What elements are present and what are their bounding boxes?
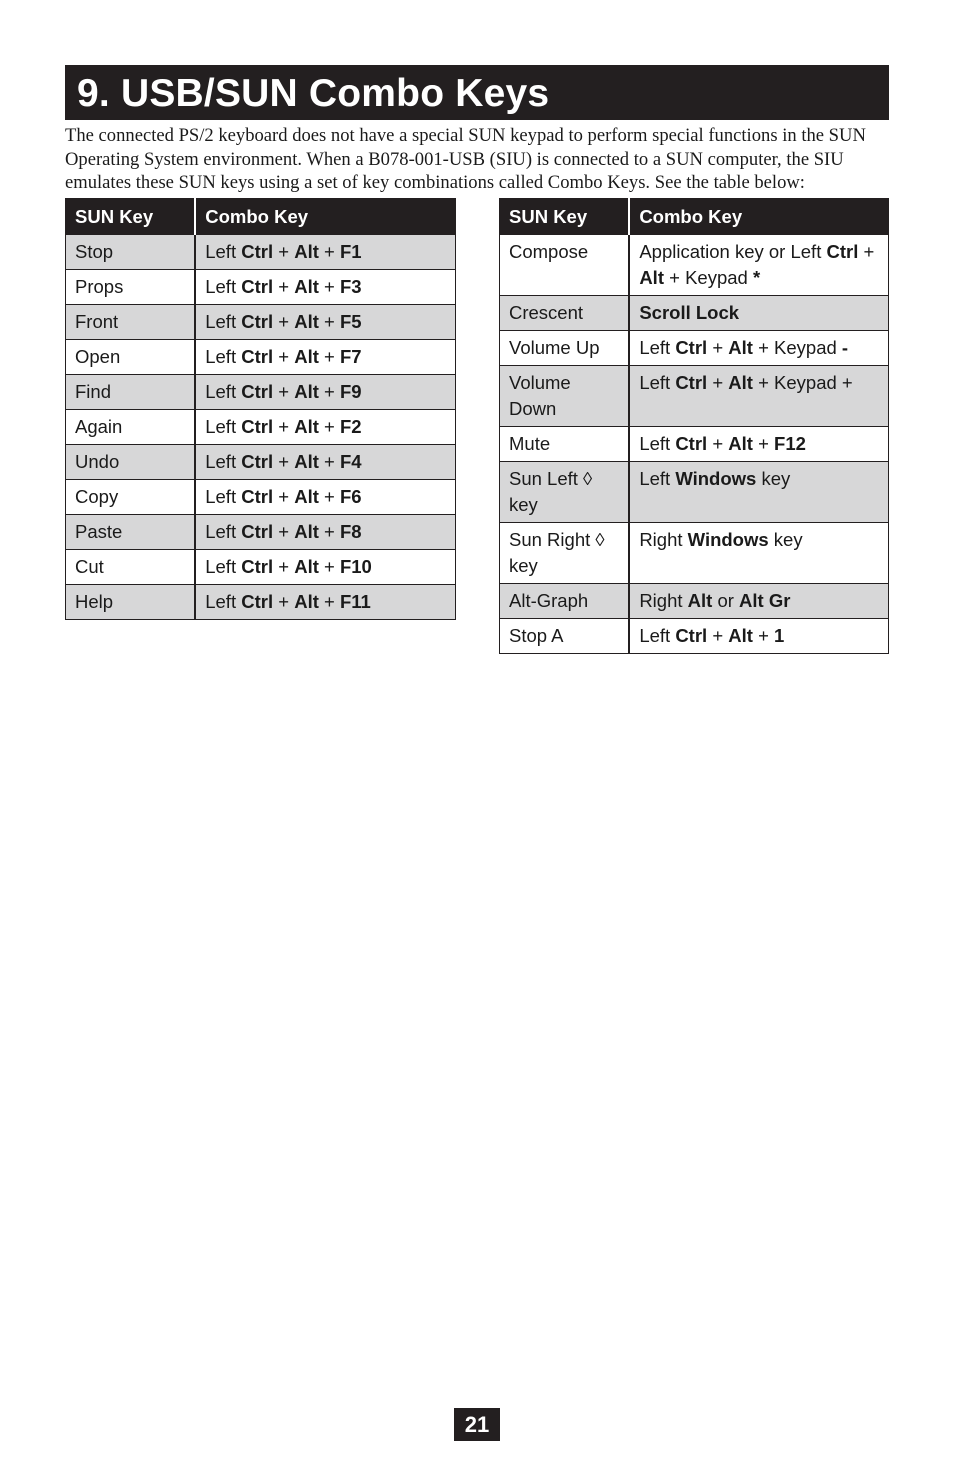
combo-key-cell: Left Ctrl + Alt + F6: [195, 480, 455, 515]
table-row: [500, 235, 889, 296]
sun-key-cell: Copy: [66, 480, 196, 515]
table-row: [500, 462, 889, 523]
combo-keys-table-right: [499, 198, 889, 654]
table-row: [66, 410, 456, 445]
sun-key-cell: Props: [66, 270, 196, 305]
combo-key-cell: Left Ctrl + Alt + 1: [629, 619, 888, 654]
sun-key-cell: Volume Up: [500, 331, 630, 366]
table-row: [66, 515, 456, 550]
combo-key-header: Combo Key: [629, 199, 888, 235]
table-row: [500, 331, 889, 366]
sun-key-cell: Stop A: [500, 619, 630, 654]
combo-key-cell: Left Ctrl + Alt + F11: [195, 585, 455, 620]
table-row: [66, 235, 456, 270]
table-row: [500, 619, 889, 654]
table-row: [66, 480, 456, 515]
sun-key-cell: Crescent: [500, 296, 630, 331]
combo-key-cell: Left Ctrl + Alt + Keypad +: [629, 366, 888, 427]
table-row: [66, 375, 456, 410]
combo-key-cell: Left Ctrl + Alt + F4: [195, 445, 455, 480]
sun-key-cell: Find: [66, 375, 196, 410]
page-number: 21: [454, 1408, 500, 1441]
sun-key-cell: Open: [66, 340, 196, 375]
combo-key-cell: Left Ctrl + Alt + F8: [195, 515, 455, 550]
combo-key-cell: Left Ctrl + Alt + F12: [629, 427, 888, 462]
combo-key-cell: Left Windows key: [629, 462, 888, 523]
sun-key-cell: Stop: [66, 235, 196, 270]
sun-key-cell: Paste: [66, 515, 196, 550]
table-row: [66, 585, 456, 620]
section-title-bar: [65, 65, 889, 120]
combo-key-cell: Left Ctrl + Alt + F7: [195, 340, 455, 375]
combo-key-header: Combo Key: [195, 199, 455, 235]
sun-key-cell: Again: [66, 410, 196, 445]
table-row: [66, 270, 456, 305]
table-row: [66, 340, 456, 375]
sun-key-cell: Alt-Graph: [500, 584, 630, 619]
combo-key-cell: Application key or Left Ctrl + Alt + Keypad *: [629, 235, 888, 296]
combo-key-cell: Right Windows key: [629, 523, 888, 584]
sun-key-header: SUN Key: [66, 199, 196, 235]
table-header-row: [66, 199, 456, 235]
sun-key-cell: Front: [66, 305, 196, 340]
table-row: [500, 296, 889, 331]
table-row: [66, 550, 456, 585]
table-header-row: [500, 199, 889, 235]
combo-keys-table-left: [65, 198, 456, 620]
sun-key-cell: Sun Left ◊ key: [500, 462, 630, 523]
sun-key-cell: Help: [66, 585, 196, 620]
table-row: [66, 305, 456, 340]
sun-key-cell: Sun Right ◊ key: [500, 523, 630, 584]
sun-key-cell: Undo: [66, 445, 196, 480]
intro-paragraph: The connected PS/2 keyboard does not have a special SUN keypad to perform special functions in the SUN Operating System environment. When a B078-001-USB (SIU) is connected to a SUN computer, the SIU emulates these SUN keys using a set of key combinations called Combo Keys. See the table below:: [65, 125, 866, 193]
combo-key-cell: Right Alt or Alt Gr: [629, 584, 888, 619]
sun-key-header: SUN Key: [500, 199, 630, 235]
combo-key-cell: Left Ctrl + Alt + F2: [195, 410, 455, 445]
sun-key-cell: Cut: [66, 550, 196, 585]
combo-key-cell: Left Ctrl + Alt + F1: [195, 235, 455, 270]
table-row: [66, 445, 456, 480]
table-row: [500, 427, 889, 462]
sun-key-cell: Compose: [500, 235, 630, 296]
combo-key-cell: Left Ctrl + Alt + F5: [195, 305, 455, 340]
combo-key-cell: Left Ctrl + Alt + F3: [195, 270, 455, 305]
combo-key-cell: Left Ctrl + Alt + Keypad -: [629, 331, 888, 366]
sun-key-cell: Volume Down: [500, 366, 630, 427]
combo-key-cell: Left Ctrl + Alt + F9: [195, 375, 455, 410]
table-row: [500, 584, 889, 619]
combo-key-cell: Scroll Lock: [629, 296, 888, 331]
table-row: [500, 523, 889, 584]
combo-key-cell: Left Ctrl + Alt + F10: [195, 550, 455, 585]
sun-key-cell: Mute: [500, 427, 630, 462]
page-title: 9. USB/SUN Combo Keys: [77, 72, 550, 115]
table-row: [500, 366, 889, 427]
